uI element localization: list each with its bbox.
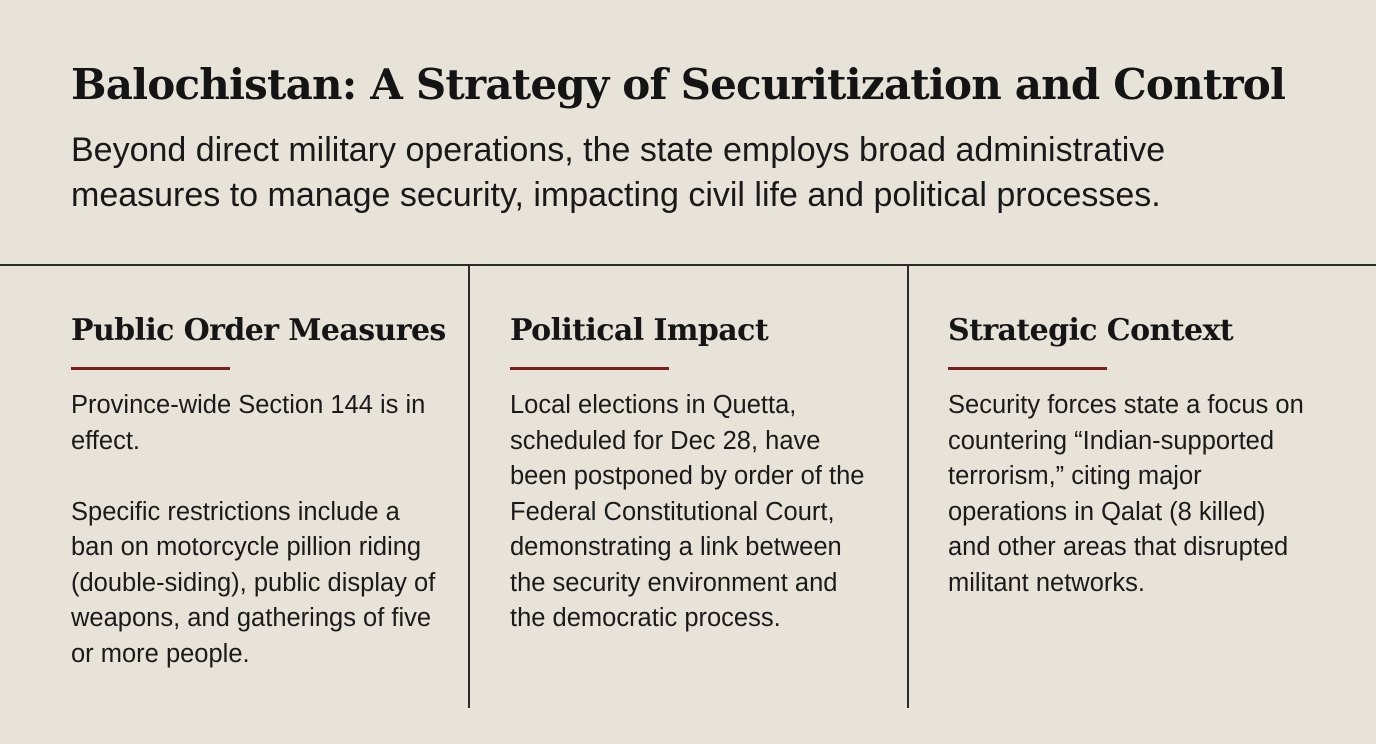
column-paragraph: Local elections in Quetta, scheduled for Dec 28, have been postponed by order of the Federal Constitutional Court, demonstrating a link between the security environment and the democratic process. xyxy=(510,391,865,632)
column-body xyxy=(71,388,441,672)
column-paragraph: Specific restrictions include a ban on motorcycle pillion riding (double-siding), public display of weapons, and gatherings of five or more people. xyxy=(71,497,436,668)
column-strategic-context xyxy=(948,308,1313,601)
page-subtitle: Beyond direct military operations, the state employs broad administrative measures to manage security, impacting civil life and political processes. xyxy=(71,131,1166,214)
column-heading: Public Order Measures xyxy=(71,313,446,348)
column-divider-1 xyxy=(468,265,470,708)
column-body xyxy=(510,388,870,637)
column-body xyxy=(948,388,1313,601)
column-heading: Strategic Context xyxy=(948,313,1233,348)
column-paragraph: Province-wide Section 144 is in effect. xyxy=(71,391,426,455)
heading-accent-rule xyxy=(71,367,230,370)
column-public-order-measures xyxy=(71,308,446,672)
heading-accent-rule xyxy=(510,367,669,370)
horizontal-divider xyxy=(0,264,1376,266)
column-political-impact xyxy=(510,308,870,637)
heading-accent-rule xyxy=(948,367,1107,370)
column-heading: Political Impact xyxy=(510,313,769,348)
column-paragraph: Security forces state a focus on countering “Indian-supported terrorism,” citing major operations in Qalat (8 killed) and other areas that disrupted militant networks. xyxy=(948,391,1304,597)
page-title: Balochistan: A Strategy of Securitization and Control xyxy=(71,60,1286,109)
column-divider-2 xyxy=(907,265,909,708)
